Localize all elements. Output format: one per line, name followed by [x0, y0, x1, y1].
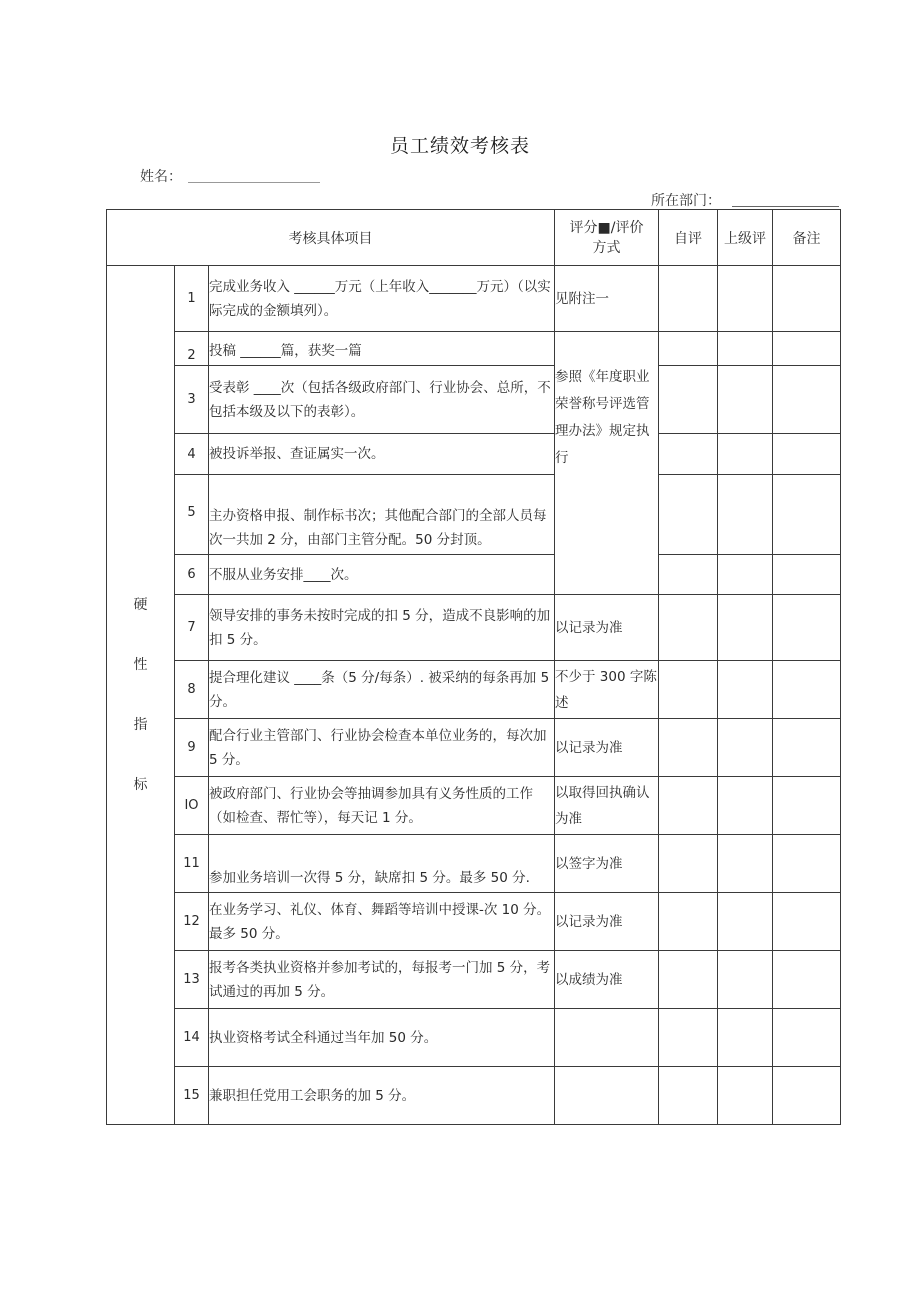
- superior-score-cell[interactable]: [718, 893, 773, 951]
- table-row: [107, 434, 841, 475]
- row-number: 2: [175, 332, 209, 366]
- name-label: 姓名：: [140, 169, 182, 185]
- row-method: 以成绩为准: [555, 951, 659, 1009]
- row-description: 受表彰 ____次（包括各级政府部门、行业协会、总所，不包括本级及以下的表彰）。: [209, 366, 555, 434]
- row-number: 11: [175, 835, 209, 893]
- row-method: [555, 1067, 659, 1125]
- self-score-cell[interactable]: [659, 595, 718, 661]
- row-method: 以记录为准: [555, 893, 659, 951]
- table-row: [107, 661, 841, 719]
- table-row: [107, 595, 841, 661]
- row-method: 不少于 300 字陈述: [555, 661, 659, 719]
- row-method: 见附注一: [555, 266, 659, 332]
- row-description: 报考各类执业资格并参加考试的，每报考一门加 5 分，考试通过的再加 5 分。: [209, 951, 555, 1009]
- note-cell[interactable]: [773, 332, 841, 366]
- self-score-cell[interactable]: [659, 266, 718, 332]
- row-number: 3: [175, 366, 209, 434]
- note-cell[interactable]: [773, 434, 841, 475]
- superior-score-cell[interactable]: [718, 1067, 773, 1125]
- note-cell[interactable]: [773, 951, 841, 1009]
- table-row: [107, 1067, 841, 1125]
- department-label: 所在部门：: [651, 193, 721, 209]
- self-score-cell[interactable]: [659, 835, 718, 893]
- table-row: [107, 893, 841, 951]
- header-method-line2: 方式: [592, 239, 621, 256]
- row-description: 在业务学习、礼仪、体育、舞蹈等培训中授课-次 10 分。最多 50 分。: [209, 893, 555, 951]
- category-char: 指: [133, 717, 148, 733]
- table-row: [107, 835, 841, 893]
- evaluation-table: [106, 209, 841, 1125]
- superior-score-cell[interactable]: [718, 266, 773, 332]
- table-row: [107, 951, 841, 1009]
- note-cell[interactable]: [773, 661, 841, 719]
- row-description: 兼职担任党用工会职务的加 5 分。: [209, 1067, 555, 1125]
- self-score-cell[interactable]: [659, 434, 718, 475]
- table-row: [107, 777, 841, 835]
- category-char: 性: [133, 657, 148, 673]
- header-superior: 上级评: [718, 210, 773, 266]
- row-method: 以记录为准: [555, 719, 659, 777]
- superior-score-cell[interactable]: [718, 434, 773, 475]
- note-cell[interactable]: [773, 1067, 841, 1125]
- superior-score-cell[interactable]: [718, 835, 773, 893]
- note-cell[interactable]: [773, 1009, 841, 1067]
- note-cell[interactable]: [773, 893, 841, 951]
- note-cell[interactable]: [773, 595, 841, 661]
- superior-score-cell[interactable]: [718, 719, 773, 777]
- superior-score-cell[interactable]: [718, 777, 773, 835]
- category-char: 硬: [133, 597, 148, 613]
- note-cell[interactable]: [773, 835, 841, 893]
- row-method-merged: 参照《年度职业荣誉称号评选管理办法》规定执行: [555, 332, 659, 595]
- row-number: 1: [175, 266, 209, 332]
- header-item: 考核具体项目: [107, 210, 555, 266]
- table-row: [107, 475, 841, 555]
- note-cell[interactable]: [773, 366, 841, 434]
- row-number: 8: [175, 661, 209, 719]
- self-score-cell[interactable]: [659, 1009, 718, 1067]
- self-score-cell[interactable]: [659, 893, 718, 951]
- row-description: 参加业务培训一次得 5 分，缺席扣 5 分。最多 50 分.: [209, 835, 555, 893]
- row-description: 完成业务收入 ______万元（上年收入_______万元）（以实际完成的金额填列）。: [209, 266, 555, 332]
- superior-score-cell[interactable]: [718, 1009, 773, 1067]
- superior-score-cell[interactable]: [718, 475, 773, 555]
- department-field[interactable]: [732, 206, 839, 207]
- table-row: [107, 719, 841, 777]
- note-cell[interactable]: [773, 555, 841, 595]
- row-method: [555, 1009, 659, 1067]
- table-row: [107, 332, 841, 366]
- row-number: 9: [175, 719, 209, 777]
- self-score-cell[interactable]: [659, 555, 718, 595]
- superior-score-cell[interactable]: [718, 555, 773, 595]
- row-description: 领导安排的事务未按时完成的扣 5 分，造成不良影响的加扣 5 分。: [209, 595, 555, 661]
- table-row: [107, 1009, 841, 1067]
- row-description: 主办资格申报、制作标书次；其他配合部门的全部人员每次一共加 2 分，由部门主管分配。50 分封顶。: [209, 475, 555, 555]
- row-number: 5: [175, 475, 209, 555]
- self-score-cell[interactable]: [659, 1067, 718, 1125]
- row-description: 被投诉举报、查证属实一次。: [209, 434, 555, 475]
- row-number: 13: [175, 951, 209, 1009]
- note-cell[interactable]: [773, 777, 841, 835]
- row-description: 执业资格考试全科通过当年加 50 分。: [209, 1009, 555, 1067]
- category-cell: [107, 266, 175, 1125]
- header-self: 自评: [659, 210, 718, 266]
- superior-score-cell[interactable]: [718, 332, 773, 366]
- self-score-cell[interactable]: [659, 951, 718, 1009]
- self-score-cell[interactable]: [659, 332, 718, 366]
- row-description: 提合理化建议 ____条（5 分/每条）. 被采纳的每条再加 5 分。: [209, 661, 555, 719]
- row-number: IO: [175, 777, 209, 835]
- self-score-cell[interactable]: [659, 366, 718, 434]
- row-description: 投稿 ______篇，获奖一篇: [209, 332, 555, 366]
- self-score-cell[interactable]: [659, 661, 718, 719]
- row-number: 7: [175, 595, 209, 661]
- note-cell[interactable]: [773, 475, 841, 555]
- row-number: 14: [175, 1009, 209, 1067]
- table-row: [107, 366, 841, 434]
- superior-score-cell[interactable]: [718, 661, 773, 719]
- superior-score-cell[interactable]: [718, 951, 773, 1009]
- row-description: 被政府部门、行业协会等抽调参加具有义务性质的工作（如检查、帮忙等），每天记 1 分。: [209, 777, 555, 835]
- row-number: 4: [175, 434, 209, 475]
- superior-score-cell[interactable]: [718, 366, 773, 434]
- header-note: 备注: [773, 210, 841, 266]
- table-row: [107, 266, 841, 332]
- self-score-cell[interactable]: [659, 719, 718, 777]
- header-method: [555, 210, 659, 266]
- note-cell[interactable]: [773, 266, 841, 332]
- name-field[interactable]: [188, 182, 320, 183]
- row-description: 不服从业务安排____次。: [209, 555, 555, 595]
- superior-score-cell[interactable]: [718, 595, 773, 661]
- table-row: [107, 555, 841, 595]
- row-number: 6: [175, 555, 209, 595]
- self-score-cell[interactable]: [659, 777, 718, 835]
- header-method-line1: 评分■/评价: [569, 219, 644, 236]
- row-description: 配合行业主管部门、行业协会检查本单位业务的，每次加 5 分。: [209, 719, 555, 777]
- row-method: 以签字为准: [555, 835, 659, 893]
- row-method: 以记录为准: [555, 595, 659, 661]
- category-char: 标: [133, 777, 148, 793]
- self-score-cell[interactable]: [659, 475, 718, 555]
- row-number: 15: [175, 1067, 209, 1125]
- row-number: 12: [175, 893, 209, 951]
- page-title: 员工绩效考核表: [389, 135, 530, 157]
- header-row: [107, 210, 841, 266]
- row-method: 以取得回执确认为准: [555, 777, 659, 835]
- note-cell[interactable]: [773, 719, 841, 777]
